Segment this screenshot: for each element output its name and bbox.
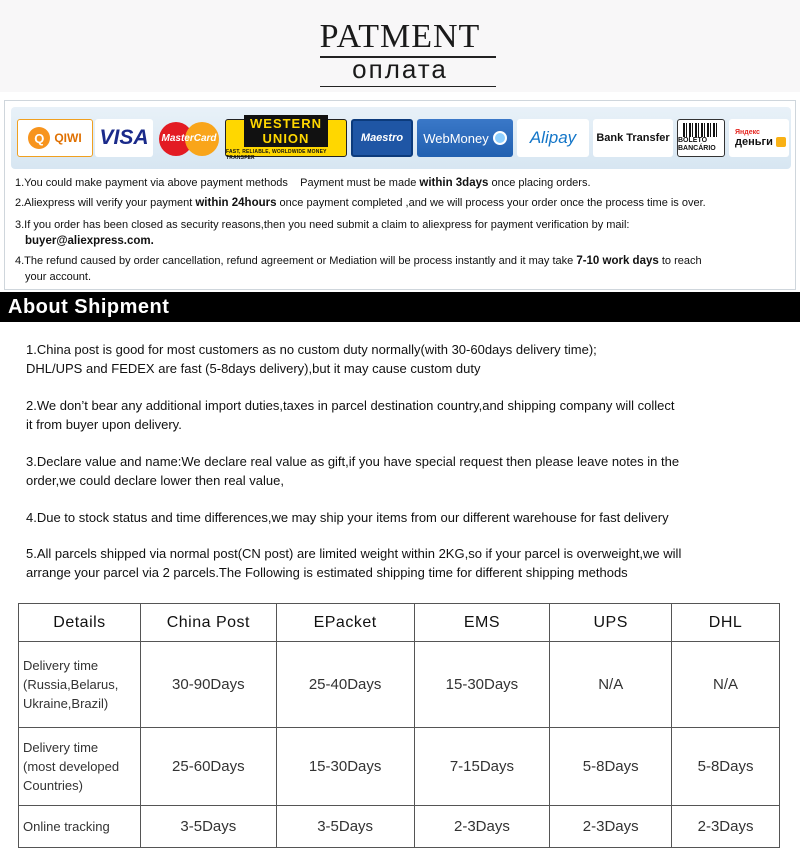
payment-term-1-end: once placing orders.	[488, 177, 591, 189]
webmoney-logo	[417, 119, 513, 157]
table-row	[19, 806, 780, 848]
payment-term-2-end: once payment completed ,and we will process your order once the process time is over.	[276, 197, 706, 209]
visa-logo	[95, 119, 153, 157]
visa-logo-label: VISA	[99, 126, 149, 149]
table-cell: 15-30Days	[276, 728, 414, 806]
table-cell: 30-90Days	[140, 642, 276, 728]
about-shipment-heading-bar	[0, 292, 800, 322]
qiwi-logo-label: QIWI	[54, 131, 82, 145]
shipment-note-1: 1.China post is good for most customers as no custom duty normally(with 30-60days delivery time); DHL/UPS and FEDEX are fast (5-8days delivery),but it may cause custom duty	[26, 342, 597, 376]
table-cell: 2-3Days	[414, 806, 550, 848]
table-cell: 2-3Days	[550, 806, 672, 848]
payment-term-1-emphasis: within 3days	[419, 177, 489, 189]
column-header-china-post: China Post	[140, 604, 276, 642]
qiwi-logo	[17, 119, 93, 157]
subtitle-underline	[320, 86, 496, 87]
mastercard-logo-label: MasterCard	[161, 132, 217, 144]
column-header-epacket: EPacket	[276, 604, 414, 642]
table-cell: 5-8Days	[550, 728, 672, 806]
yandex-logo-bottom-row	[735, 136, 786, 148]
support-email-end: .	[150, 235, 154, 247]
table-header-row	[19, 604, 780, 642]
qiwi-q-icon: Q	[28, 127, 50, 149]
payment-logos-band	[11, 107, 791, 169]
payment-methods-panel	[4, 100, 796, 290]
table-cell: 25-40Days	[276, 642, 414, 728]
shipment-note-4: 4.Due to stock status and time differences,we may ship your items from our different warehouse for fast delivery	[26, 510, 669, 525]
alipay-logo	[517, 119, 589, 157]
payment-term-3	[15, 217, 791, 233]
page-title: PATMENT	[319, 18, 481, 55]
table-cell: 15-30Days	[414, 642, 550, 728]
table-cell: 3-5Days	[140, 806, 276, 848]
support-email: buyer@aliexpress.com	[25, 235, 151, 247]
boleto-logo	[677, 119, 725, 157]
webmoney-logo-label: WebMoney	[423, 130, 489, 146]
table-cell: 25-60Days	[140, 728, 276, 806]
maestro-logo-label: Maestro	[360, 132, 404, 144]
payment-term-3-text: 3.If you order has been closed as security reasons,then you need submit a claim to aliexpress for payment verification by mail:	[15, 219, 630, 231]
western-union-tagline: FAST, RELIABLE, WORLDWIDE MONEY TRANSFER	[226, 149, 327, 161]
table-cell: 5-8Days	[672, 728, 780, 806]
wallet-icon	[776, 137, 786, 147]
bank-transfer-label: Bank Transfer	[596, 132, 670, 144]
page-subtitle: оплата	[352, 54, 448, 84]
payment-term-4-tail: your account.	[25, 271, 92, 283]
yandex-logo-top: Яндекс	[735, 128, 760, 136]
barcode-icon	[683, 123, 719, 137]
column-header-details: Details	[19, 604, 141, 642]
about-shipment-heading: About Shipment	[8, 296, 170, 318]
alipay-logo-label: Alipay	[529, 128, 577, 147]
yandex-logo-bottom: деньги	[735, 135, 773, 148]
shipping-time-table	[18, 603, 780, 848]
yandex-money-logo	[729, 119, 789, 157]
western-union-logo	[225, 116, 347, 161]
payment-term-2	[15, 195, 791, 211]
table-cell: N/A	[550, 642, 672, 728]
boleto-logo-label: BOLETO BANCÁRIO	[678, 137, 716, 152]
table-row	[19, 642, 780, 728]
column-header-ems: EMS	[414, 604, 550, 642]
payment-term-2-emphasis: within 24hours	[195, 197, 277, 209]
row-label: Delivery time (most developed Countries)	[19, 728, 141, 806]
table-cell: 2-3Days	[672, 806, 780, 848]
table-cell: N/A	[672, 642, 780, 728]
column-header-dhl: DHL	[672, 604, 780, 642]
table-row	[19, 728, 780, 806]
payment-term-2-text: 2.Aliexpress will verify your payment	[15, 197, 196, 209]
payment-term-4	[15, 253, 791, 269]
table-cell: 7-15Days	[414, 728, 550, 806]
shipment-note-3: 3.Declare value and name:We declare real value as gift,if you have special request then please leave notes in the order,we could declare lower then real value,	[26, 454, 680, 488]
western-union-line2: UNION	[262, 131, 310, 146]
payment-term-4-text: 4.The refund caused by order cancellation, refund agreement or Mediation will be process instantly and it may take	[15, 255, 577, 267]
maestro-logo	[351, 119, 413, 157]
payment-header	[0, 0, 800, 92]
payment-term-1-text: 1.You could make payment via above payment methods Payment must be made	[15, 177, 420, 189]
bank-transfer-logo	[593, 119, 673, 157]
column-header-ups: UPS	[550, 604, 672, 642]
row-label: Delivery time (Russia,Belarus, Ukraine,Brazil)	[19, 642, 141, 728]
mastercard-logo	[157, 119, 221, 157]
payment-term-4-continued	[25, 269, 801, 285]
shipment-note-5: 5.All parcels shipped via normal post(CN post) are limited weight within 2KG,so if your parcel is overweight,we will arrange your parcel via 2 parcels.The Following is estimated shipping time for different shipping methods	[26, 546, 682, 580]
payment-term-1	[15, 175, 791, 191]
row-label: Online tracking	[19, 806, 141, 848]
payment-term-4-end: to reach	[658, 255, 702, 267]
western-union-line1: WESTERN	[250, 116, 322, 131]
payment-term-3-mail	[25, 233, 801, 249]
western-union-wordmark	[244, 115, 328, 147]
payment-term-4-emphasis: 7-10 work days	[576, 255, 659, 267]
table-cell: 3-5Days	[276, 806, 414, 848]
shipment-note-2: 2.We don’t bear any additional import duties,taxes in parcel destination country,and shipping company will collect it from buyer upon delivery.	[26, 398, 675, 432]
globe-icon	[493, 131, 507, 145]
